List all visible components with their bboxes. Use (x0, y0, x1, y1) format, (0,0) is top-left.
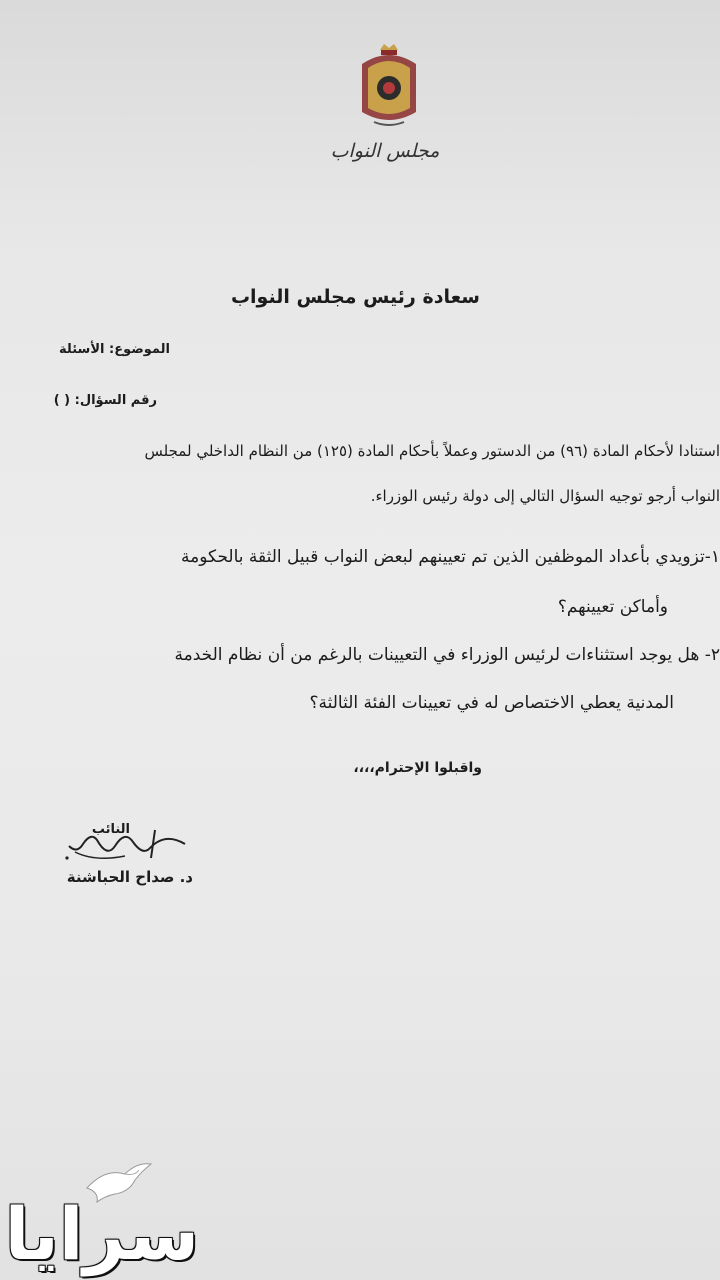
closing-line: واقبلوا الإحترام،،،، (353, 760, 482, 776)
watermark-logo (0, 1150, 205, 1280)
question-1-line-2: وأماكن تعيينهم؟ (557, 597, 668, 617)
council-logo: مجلس النواب (330, 140, 440, 162)
question-number-line: رقم السؤال: ( ) (53, 393, 157, 408)
question-1-line-1: ١-تزويدي بأعداد الموظفين الذين تم تعيينهم لبعض النواب قبيل الثقة بالحكومة (181, 547, 720, 567)
watermark-text: سرايا (4, 1192, 199, 1276)
intro-line-2: النواب أرجو توجيه السؤال التالي إلى دولة رئيس الوزراء. (370, 487, 720, 505)
addressee-heading: سعادة رئيس مجلس النواب (230, 286, 480, 308)
question-2-line-1: ٢- هل يوجد استثناءات لرئيس الوزراء في التعيينات بالرغم من أن نظام الخدمة (174, 645, 720, 665)
intro-line-1: استنادا لأحكام المادة (٩٦) من الدستور وعملاً بأحكام المادة (١٢٥) من النظام الداخلي لمجلس (144, 442, 720, 460)
coat-of-arms-icon (354, 42, 424, 128)
question-2-line-2: المدنية يعطي الاختصاص له في تعيينات الفئة الثالثة؟ (309, 693, 674, 713)
subject-line: الموضوع: الأسئلة (59, 342, 170, 357)
signer-role: النائب (91, 822, 130, 837)
handwritten-signature (55, 822, 195, 872)
signer-name: د. صداح الحباشنة (66, 868, 193, 886)
